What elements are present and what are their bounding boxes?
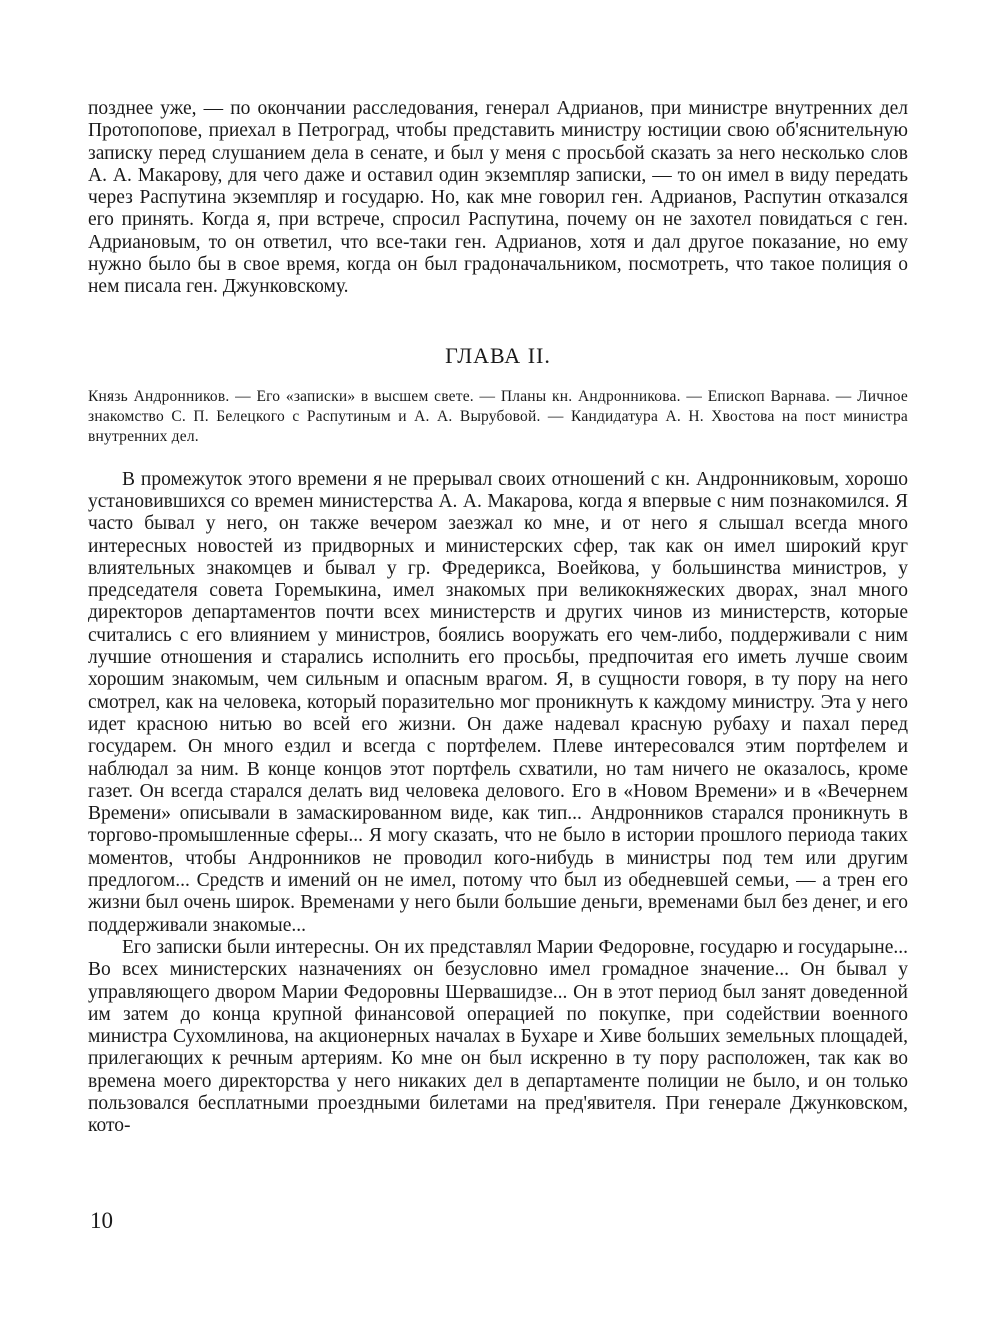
body-paragraph: В промежуток этого времени я не прерывал своих отношений с кн. Андронниковым, хорошо установившихся со времен министерства А. А. Макарова, когда я впервые с ним познакомился. Я часто бывал у него, он также вечером заезжал ко мне, и от него я слышал всегда много интересных новостей из придворных и министерских сфер, так как он имел широкий круг влиятельных знакомцев и бывал у гр. Фредерикса, Воейкова, у большинства министров, у председателя совета Горемыкина, имел знакомых при великокняжеских дворах, знал много директоров департаментов почти всех министерств и других чинов из министерств, которые считались с его влиянием у министров, боялись вооружать его чем-либо, поддерживали с ним лучшие отношения и старались исполнить его просьбы, предпочитая его иметь лучше своим хорошим знакомым, чем сильным и опасным врагом. Я, в сущности говоря, в ту пору на него смотрел, как на человека, который поразительно мог проникнуть к каждому министру. Эта у него идет красною нитью во всей его жизни. Он даже надевал красную рубаху и пахал перед государем. Он много ездил и всегда с портфелем. Плеве интересовался этим портфелем и наблюдал за ним. В конце концов этот портфель схватили, но там ничего не оказалось, кроме газет. Он всегда старался делать вид человека делового. Его в «Новом Времени» и в «Вечернем Времени» описывали в замаскированном виде, как тип... Андронников старался проникнуть в торгово-промышленные сферы... Я могу сказать, что не было в истории прошлого периода таких моментов, чтобы Андронников не проводил кого-нибудь в министры под тем или другим предлогом... Средств и имений он не имел, потому что был из обедневшей семьи, — а трен его жизни был очень широк. Временами у него были большие деньги, временами был без денег, и его поддерживали знакомые...: [88, 468, 908, 936]
chapter-summary: Князь Андронников. — Его «записки» в высшем свете. — Планы кн. Андронникова. — Епископ Варнава. — Личное знакомство С. П. Белецкого с Распутиным и А. А. Вырубовой. — Кандидатура А. Н. Хвостова на пост министра внутренних дел.: [88, 387, 908, 445]
chapter-title: ГЛАВА II.: [445, 342, 551, 368]
page-body: [88, 98, 908, 1138]
body-paragraph: Его записки были интересны. Он их представлял Марии Федоровне, государю и государыне... Во всех министерских назначениях он безусловно имел громадное значение... Он бывал у управляющего двором Марии Федоровны Шервашидзе... Он в этот период был занят доведенной им затем до конца крупной финансовой операцией по покупке, при содействии военного министра Сухомлинова, на акционерных началах в Бухаре и Хиве больших земельных площадей, прилегающих к речным артериям. Ко мне он был искренно в ту пору расположен, так как во времена моего директорства у него никаких дел в департаменте полиции не было, и он только пользовался бесплатными проездными билетами на пред'явителя. При генерале Джунковском, кото-: [88, 936, 908, 1137]
continuation-paragraph: позднее уже, — по окончании расследования, генерал Адрианов, при министре внутренних дел Протопопове, приехал в Петроград, чтобы представить министру юстиции свою об'яснительную записку перед слушанием дела в сенате, и был у меня с просьбой сказать за него несколько слов А. А. Макарову, для чего даже и оставил один экземпляр записки, — то он имел в виду передать через Распутина экземпляр и государю. Но, как мне говорил ген. Адрианов, Распутин отказался его принять. Когда я, при встрече, спросил Распутина, почему он не захотел повидаться с ген. Адриановым, то он ответил, что все-таки ген. Адрианов, хотя и дал другое показание, но ему нужно было бы в свое время, когда он был градоначальником, посмотреть, что такое полиция о нем писала ген. Джунковскому.: [88, 98, 908, 298]
page-number: 10: [90, 1208, 113, 1233]
